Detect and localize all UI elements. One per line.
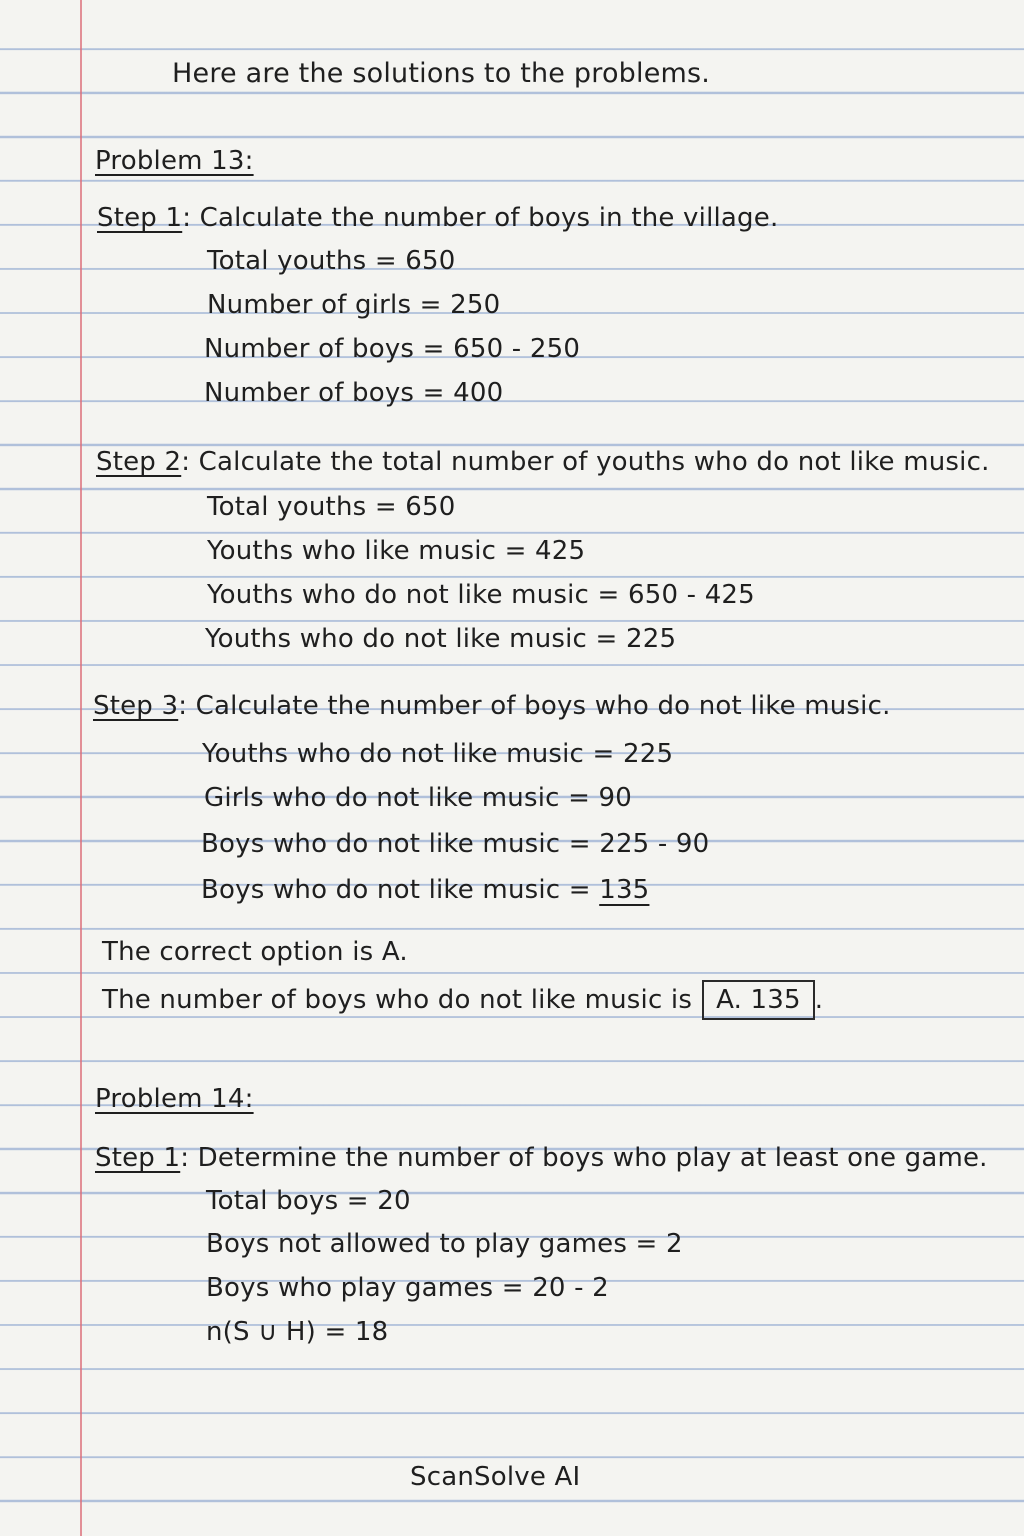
p13-s3-line-4 — [201, 874, 649, 906]
step-label: Step 1 — [95, 1143, 181, 1173]
intro-text: Here are the solutions to the problems. — [172, 58, 711, 89]
p13-s2-line-2: Youths who like music = 425 — [207, 536, 586, 566]
line-text: Boys who do not like music = — [201, 875, 600, 905]
final-value: 135 — [599, 875, 650, 905]
p13-s2-line-1: Total youths = 650 — [207, 492, 456, 522]
p13-s3-line-1: Youths who do not like music = 225 — [202, 739, 674, 769]
p14-s1-line-2: Boys not allowed to play games = 2 — [206, 1229, 683, 1259]
p13-conclusion: The correct option is A. — [102, 937, 408, 967]
p13-s2-line-3: Youths who do not like music = 650 - 425 — [207, 580, 755, 610]
p13-s1-line-4: Number of boys = 400 — [204, 378, 504, 408]
notebook-margin-line — [80, 0, 82, 1536]
answer-period: . — [814, 985, 824, 1015]
p13-s3-line-3: Boys who do not like music = 225 - 90 — [201, 829, 710, 859]
step-label: Step 2 — [96, 447, 182, 477]
p13-s1-line-3: Number of boys = 650 - 250 — [204, 334, 581, 364]
step-label: Step 3 — [93, 691, 179, 721]
step-title: Calculate the total number of youths who do not like music. — [198, 447, 990, 477]
problem-14-heading: Problem 14: — [95, 1084, 254, 1114]
p13-s1-line-1: Total youths = 650 — [207, 246, 456, 276]
step-label: Step 1 — [97, 203, 183, 233]
answer-sentence: The number of boys who do not like music is — [102, 985, 693, 1015]
p13-step-1: Step 1: Calculate the number of boys in the village. — [97, 203, 779, 233]
step-title: Calculate the number of boys who do not like music. — [195, 691, 891, 721]
answer-box: A. 135 — [702, 980, 815, 1020]
step-title: Calculate the number of boys in the village. — [199, 203, 779, 233]
step-title: Determine the number of boys who play at least one game. — [197, 1143, 988, 1173]
p13-step-2: Step 2: Calculate the total number of youths who do not like music. — [96, 447, 990, 477]
p13-s3-line-2: Girls who do not like music = 90 — [204, 783, 633, 813]
p14-s1-line-1: Total boys = 20 — [206, 1186, 411, 1216]
problem-13-heading: Problem 13: — [95, 146, 254, 176]
p14-step-1: Step 1: Determine the number of boys who play at least one game. — [95, 1143, 988, 1173]
p13-s2-line-4: Youths who do not like music = 225 — [205, 624, 677, 654]
p14-s1-line-4: n(S ∪ H) = 18 — [206, 1317, 389, 1347]
p13-s1-line-2: Number of girls = 250 — [207, 290, 501, 320]
p14-s1-line-3: Boys who play games = 20 - 2 — [206, 1273, 609, 1303]
p13-step-3: Step 3: Calculate the number of boys who do not like music. — [93, 691, 891, 721]
footer-brand: ScanSolve AI — [410, 1462, 581, 1492]
p13-answer-line — [102, 980, 823, 1020]
